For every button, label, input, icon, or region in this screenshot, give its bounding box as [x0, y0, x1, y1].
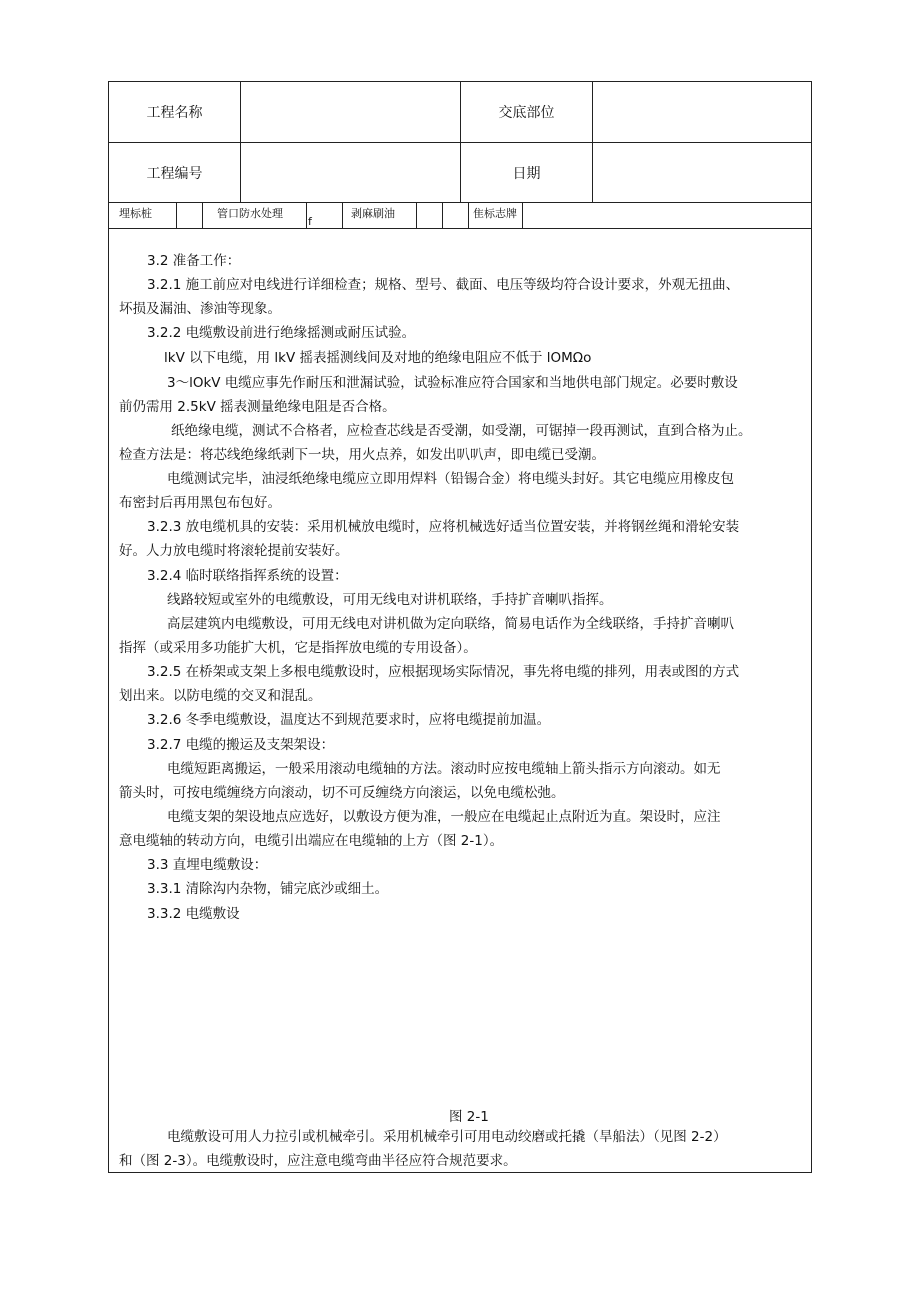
text-line: 3.3.2 电缆敷设: [147, 906, 240, 922]
text-line: 箭头时，可按电缆缠绕方向滚动，切不可反缠绕方向滚运，以免电缆松弛。: [119, 785, 565, 801]
date-label: 日期: [461, 143, 593, 202]
text-line: 线路较短或室外的电缆敷设，可用无线电对讲机联络，手持扩音喇叭指挥。: [167, 592, 613, 608]
figure-placeholder: [119, 929, 799, 1229]
text-line: 电缆敷设可用人力拉引或机械牵引。采用机械牵引可用电动绞磨或托撬（旱船法）（见图 2-2）: [167, 1129, 727, 1145]
header-row-2: [109, 143, 811, 203]
sub-cell-9: [523, 203, 811, 228]
text-line: 3.3.1 清除沟内杂物，铺完底沙或细土。: [147, 881, 389, 897]
text-line: lkV 以下电缆，用 lkV 摇表摇测线间及对地的绝缘电阻应不低于 lOMΩo: [164, 350, 592, 366]
project-no-value[interactable]: [241, 143, 461, 202]
text-line: 纸绝缘电缆，测试不合格者，应检查芯线是否受潮，如受潮，可锯掉一段再测试，直到合格为止。: [171, 423, 752, 439]
sub-cell-2: [177, 203, 203, 228]
text-line: 3.2.2 电缆敷设前进行绝缘摇测或耐压试验。: [147, 325, 416, 341]
sub-cell-5: 剥麻刷油: [343, 203, 417, 228]
text-line: 3.2.6 冬季电缆敷设，温度达不到规范要求时，应将电缆提前加温。: [147, 712, 551, 728]
text-line: 电缆测试完毕，油浸纸绝缘电缆应立即用焊料（铅锡合金）将电缆头封好。其它电缆应用橡皮包: [167, 471, 734, 487]
text-line: 好。人力放电缆时将滚轮提前安装好。: [119, 543, 349, 559]
text-line: 坏损及漏油、渗油等现象。: [119, 301, 281, 317]
text-line: 3.2.4 临时联络指挥系统的设置：: [147, 568, 348, 584]
sub-cell-4: f: [307, 203, 343, 228]
disclosure-form: [108, 81, 812, 1173]
project-no-label: 工程编号: [109, 143, 241, 202]
date-value[interactable]: [593, 143, 811, 202]
text-line: 3～lOkV 电缆应事先作耐压和泄漏试验，试验标准应符合国家和当地供电部门规定。必要时敷设: [167, 375, 738, 391]
sub-cell-3: 管口防水处理: [203, 203, 307, 228]
sub-row: [109, 203, 811, 229]
project-name-label: 工程名称: [109, 82, 241, 142]
text-line: 3.2.1 施工前应对电线进行详细检查；规格、型号、截面、电压等级均符合设计要求，外观无扭曲、: [147, 277, 740, 293]
text-line: 高层建筑内电缆敷设，可用无线电对讲机做为定向联络，简易电话作为全线联络，手持扩音喇叭: [167, 616, 734, 632]
text-line: 3.2.3 放电缆机具的安装：采用机械放电缆时，应将机械选好适当位置安装，并将钢丝绳和滑轮安装: [147, 519, 740, 535]
text-line: 检查方法是：将芯线绝缘纸剥下一块，用火点养，如发出叭叭声，即电缆已受潮。: [119, 447, 605, 463]
text-line: 电缆短距离搬运，一般采用滚动电缆轴的方法。滚动时应按电缆轴上箭头指示方向滚动。如无: [167, 761, 721, 777]
sub-cell-6: [417, 203, 443, 228]
text-line: 和（图 2-3）。电缆敷设时，应注意电缆弯曲半径应符合规范要求。: [119, 1153, 517, 1169]
handover-part-value[interactable]: [593, 82, 811, 142]
text-line: 划出来。以防电缆的交叉和混乱。: [119, 688, 322, 704]
sub-cell-1: 埋标桩: [109, 203, 177, 228]
sub-cell-8: 隹标志牌: [469, 203, 523, 228]
sub-cell-7: [443, 203, 469, 228]
handover-part-label: 交底部位: [461, 82, 593, 142]
project-name-value[interactable]: [241, 82, 461, 142]
text-line: 3.2.5 在桥架或支架上多根电缆敷设时，应根据现场实际情况，事先将电缆的排列，用表或图的方式: [147, 664, 740, 680]
text-line: 布密封后再用黑包布包好。: [119, 495, 281, 511]
figure-caption: 图 2-1: [449, 1109, 489, 1125]
text-line: 3.2 准备工作：: [147, 253, 241, 269]
text-line: 指挥（或采用多功能扩大机，它是指挥放电缆的专用设备）。: [119, 640, 477, 656]
text-line: 前仍需用 2.5kV 摇表测量绝缘电阻是否合格。: [119, 399, 396, 415]
header-row-1: [109, 82, 811, 143]
text-line: 意电缆轴的转动方向，电缆引出端应在电缆轴的上方（图 2-1）。: [119, 833, 504, 849]
text-line: 电缆支架的架设地点应选好，以敷设方便为准，一般应在电缆起止点附近为直。架设时，应注: [167, 809, 721, 825]
text-line: 3.2.7 电缆的搬运及支架架设：: [147, 737, 335, 753]
text-line: 3.3 直埋电缆敷设：: [147, 857, 268, 873]
